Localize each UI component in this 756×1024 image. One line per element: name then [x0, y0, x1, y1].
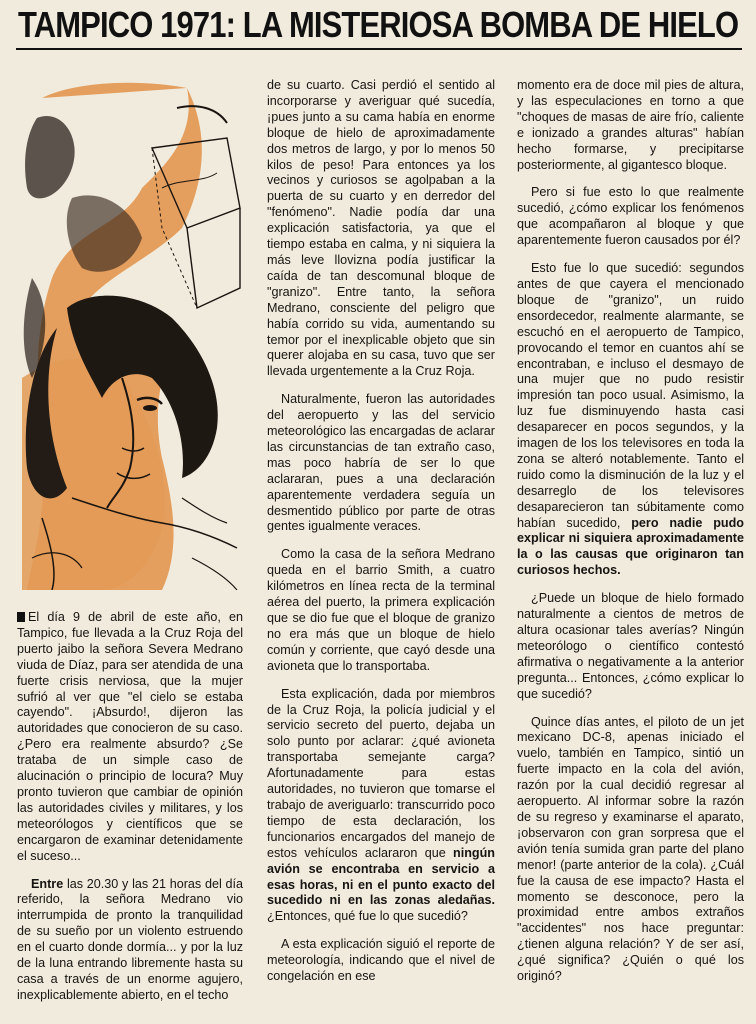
- paragraph-text: Esta explicación, dada por miembros de la Cruz Roja, la policía judicial y el servicio secreto del puerto, dejaba un solo punto por aclarar: ¿qué avioneta transportaba semejante carga? Afortunadamente para estas autoridades, no tuvieron que tomarse el trabajo de averiguarlo: transcurrido poco tiempo de esta declaración, los funcionarios encargados del manejo de estos vehículos aclararon que: [267, 686, 495, 860]
- column-1: [17, 610, 243, 1016]
- section-bullet-icon: [17, 612, 25, 622]
- paragraph-text: El día 9 de abril de este año, en Tampico, fue llevada a la Cruz Roja del puerto jaibo la señora Severa Medrano viuda de Díaz, para ser atendida de una fuerte crisis nerviosa, que la mujer sufrió al ver que "el cielo se estaba cayendo". ¡Absurdo!, dijeron las autoridades que conocieron de su caso. ¿Pero era realmente absurdo? ¿Se trataba de un simple caso de alucinación o principio de locura? Muy pronto tuvieron que cambiar de opinión las autoridades civiles y militares, y los meteorólogos y científicos que se encargaron de examinar detenidamente el suceso...: [17, 610, 243, 863]
- paragraph-text: las 20.30 y las 21 horas del día referido, la señora Medrano vio interrumpida de pronto la tranquilidad de su sueño por un violento estruendo en el cuarto donde dormía... y por la luz de la luna entrando libremente hasta su casa a través de un enorme agujero, inexplicablemente abierto, en el techo: [17, 876, 243, 1002]
- article-headline: TAMPICO 1971: LA MISTERIOSA BOMBA DE HIELO: [18, 4, 739, 45]
- paragraph: momento era de doce mil pies de altura, y las especulaciones en torno a que "choques de masas de aire frío, caliente e ionizado a grandes alturas" habían hecho formarse, y precipitarse posteriormente, al gigantesco bloque.: [517, 78, 744, 172]
- paragraph: Quince días antes, el piloto de un jet mexicano DC-8, apenas iniciado el vuelo, también en Tampico, sintió un fuerte impacto en la cola del avión, razón por la cual decidió regresar al aeropuerto. Al informar sobre la razón de su regreso y examinarse el aparato, ¡observaron con gran sorpresa que el avión tenía sumida gran parte del plano menor! (parte anterior de la cola). ¿Cuál fue la causa de ese impacto? Hasta el momento se desconoce, pero la proximidad entre ambos extraños "accidentes" nos hace preguntar: ¿tienen alguna relación? Y de ser así, ¿qué significa? ¿Quién o qué los originó?: [517, 714, 744, 984]
- paragraph-emphasis: ningún avión se encontraba en servicio a esas horas, ni en el punto exacto del sucedido ni en las zonas aledañas.: [267, 845, 495, 908]
- column-3: [517, 78, 744, 997]
- headline-rule: [16, 48, 742, 50]
- paragraph: de su cuarto. Casi perdió el sentido al incorporarse y averiguar qué sucedía, ¡pues junto a su cama había en enorme bloque de hielo de aproximadamente dos metros de largo, y por lo menos 50 kilos de peso! Para entonces ya los vecinos y curiosos se agolpaban a la puerta de su cuarto y en derredor del "fenómeno". Nadie podía dar una explicación satisfactoria, ya que el tiempo estaba en calma, y ni siquiera la más leve llovizna podía justificar la caída de tan descomunal bloque de "granizo". Entre tanto, la señora Medrano, consciente del peligro que había corrido su vida, aumentando su temor por el inexplicable objeto que sin querer alojaba en su casa, tuvo que ser llevada urgentemente a la Cruz Roja.: [267, 78, 495, 379]
- paragraph-text: ¿Entonces, qué fue lo que sucedió?: [267, 909, 468, 924]
- paragraph-emphasis: pero nadie pudo explicar ni siquiera aproximadamente la o las causas que originaron tan curiosos hechos.: [517, 515, 744, 578]
- illustration-woman-ice: [12, 78, 242, 590]
- column-2: [267, 78, 495, 997]
- paragraph-lead: Entre: [31, 876, 64, 891]
- paragraph: ¿Puede un bloque de hielo formado naturalmente a cientos de metros de altura ocasionar tales averías? Ningún meteorólogo o científico contestó afirmativa o negativamente a la anterior pregunta... Entonces, ¿cómo explicar lo que sucedió?: [517, 591, 744, 701]
- paragraph: [17, 877, 243, 1004]
- paragraph: A esta explicación siguió el reporte de meteorología, indicando que el nivel de congelación en ese: [267, 937, 495, 984]
- paragraph: [267, 687, 495, 926]
- paragraph: [517, 261, 744, 579]
- paragraph-text: Esto fue lo que sucedió: segundos antes de que cayera el mencionado bloque de "granizo", un ruido ensordecedor, realmente alarmante, se escuchó en el aeropuerto de Tampico, provocando el temor en cuantos ahí se encontraban, e incluso el desmayo de una mujer que no pudo resistir impresión tan poco usual. Asimismo, la luz fue disminuyendo hasta casi desaparecer en pocos segundos, y la imagen de los los televisores en toda la zona se alteró notablemente. Tanto el ruido como la disminución de la luz y el desarreglo de los televisores desaparecieron tan súbitamente como habían sucedido,: [517, 261, 744, 530]
- paragraph: Pero si fue esto lo que realmente sucedió, ¿cómo explicar los fenómenos que acompañaron al bloque y que aparentemente fueron causados por él?: [517, 185, 744, 248]
- paragraph: Naturalmente, fueron las autoridades del aeropuerto y las del servicio meteorológico las encargadas de aclarar las circunstancias de tan extraño caso, mas poco habría de ser lo que aclararan, pues a una declaración aparentemente verdadera seguía un desmentido público por parte de otras gentes igualmente veraces.: [267, 392, 495, 534]
- paragraph: Como la casa de la señora Medrano queda en el barrio Smith, a cuatro kilómetros en línea recta de la terminal aérea del puerto, la primera explicación que se dio fue que el bloque de granizo no era más que un bloque de hielo común y corriente, que cayó desde una avioneta que lo transportaba.: [267, 547, 495, 673]
- paragraph: [17, 610, 243, 865]
